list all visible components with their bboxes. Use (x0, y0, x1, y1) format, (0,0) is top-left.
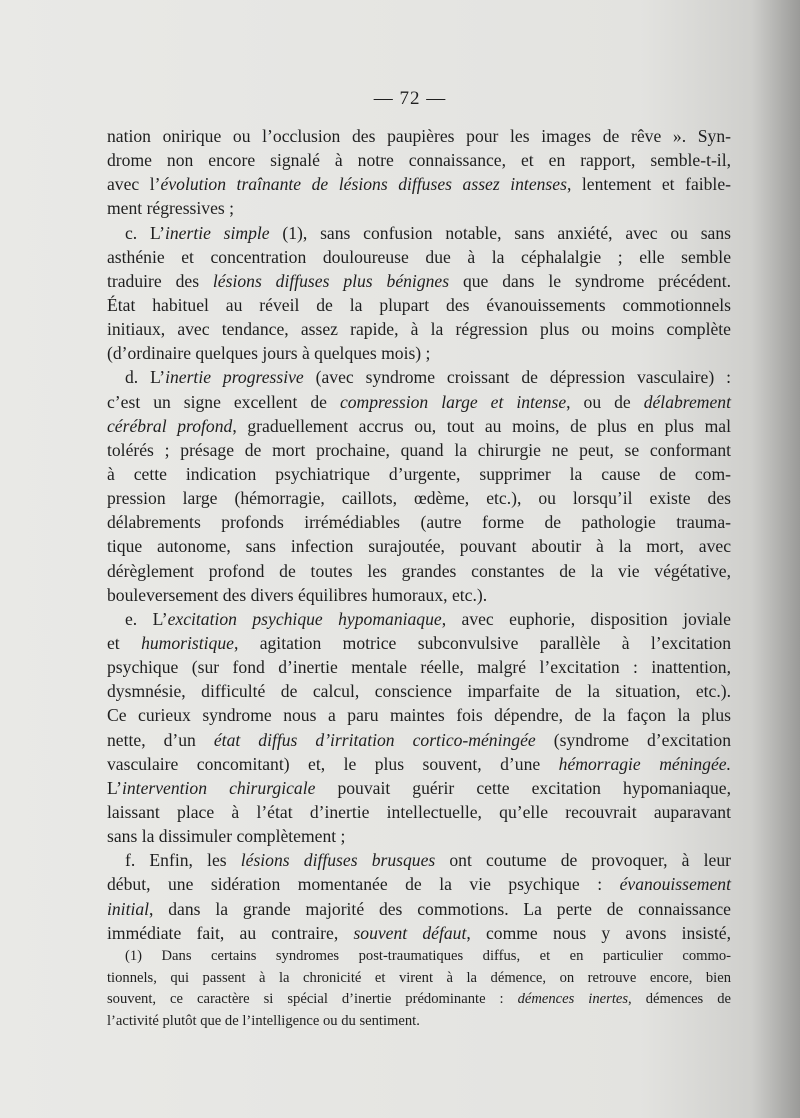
text-segment: début, une sidération momentanée de la vie psychique : (107, 874, 620, 895)
italic-text: inertie simple (164, 222, 270, 243)
text-segment: (1) Dans certains syndromes post-traumatiques diffus, et en particulier commo- (125, 948, 731, 964)
body-text-line (107, 196, 731, 220)
italic-text: lésions diffuses plus bénignes (212, 270, 450, 291)
text-segment: , ou de (566, 391, 644, 412)
italic-text: délabrement (643, 391, 731, 412)
text-segment: , démences de (628, 991, 731, 1007)
body-text (107, 124, 731, 945)
body-text-line (107, 897, 731, 921)
italic-text: initial (107, 898, 150, 919)
body-text-line (107, 269, 731, 293)
body-text-line (107, 631, 731, 655)
text-segment: État habituel au réveil de la plupart des évanouissements commotionnels (107, 294, 731, 315)
text-segment: délabrements profonds irrémédiables (autre forme de pathologie trauma- (107, 512, 731, 533)
italic-text: compression large et intense (339, 391, 567, 412)
body-text-line (107, 317, 731, 341)
body-text-line (107, 172, 731, 196)
body-text-line (107, 486, 731, 510)
body-text-line (107, 341, 731, 365)
text-segment: ont coutume de provoquer, à leur (435, 850, 731, 871)
italic-text: évanouissement (619, 874, 731, 895)
text-segment: dysmnésie, difficulté de calcul, conscience imparfaite de la situation, etc.). (107, 681, 731, 702)
text-segment: et (107, 632, 142, 653)
body-text-line (107, 848, 731, 872)
body-text-line (107, 872, 731, 896)
body-text-line (107, 462, 731, 486)
footnote-line (107, 1011, 731, 1033)
text-segment: c’est un signe excellent de (107, 391, 340, 412)
italic-text: état diffus d’irritation cortico-méningée (213, 729, 536, 750)
footnote-line (107, 989, 731, 1011)
body-text-line (107, 679, 731, 703)
italic-text: cérébral profond (107, 415, 233, 436)
body-text-line (107, 510, 731, 534)
body-text-line (107, 124, 731, 148)
text-segment: f. Enfin, les (125, 850, 241, 871)
text-segment: asthénie et concentration douloureuse due à la céphalalgie ; elle semble (107, 246, 731, 267)
text-segment: e. L’ (125, 608, 168, 629)
italic-text: lésions diffuses brusques (240, 850, 436, 871)
text-segment: immédiate fait, au contraire, (107, 922, 354, 943)
text-segment: nette, d’un (107, 729, 214, 750)
text-segment: L’ (107, 777, 122, 798)
text-segment: traduire des (107, 270, 213, 291)
text-segment: (avec syndrome croissant de dépression vasculaire) : (303, 367, 731, 388)
text-segment: nation onirique ou l’occlusion des paupières pour les images de rêve ». Syn- (107, 126, 731, 146)
text-segment: (1), sans confusion notable, sans anxiété, avec ou sans (269, 222, 731, 243)
text-segment: laissant place à l’état d’inertie intellectuelle, qu’elle recouvrait auparavant (107, 801, 731, 822)
text-segment: Ce curieux syndrome nous a paru maintes fois dépendre, de la façon la plus (107, 705, 731, 726)
body-text-line (107, 365, 731, 389)
text-segment: bouleversement des divers équilibres humoraux, etc.). (107, 584, 488, 605)
footnote-line (107, 946, 731, 968)
text-segment: vasculaire concomitant) et, le plus souvent, d’une (107, 753, 559, 774)
text-segment: (syndrome d’excitation (535, 729, 732, 750)
body-text-line (107, 583, 731, 607)
body-text-line (107, 728, 731, 752)
body-text-line (107, 800, 731, 824)
text-segment: l’activité plutôt que de l’intelligence ou du sentiment. (107, 1012, 420, 1029)
text-segment: tionnels, qui passent à la chronicité et virent à la démence, on retrouve encore, bien (107, 969, 731, 986)
italic-text: humoristique (141, 632, 234, 653)
body-text-line (107, 921, 731, 945)
text-segment: avec l’ (107, 174, 161, 195)
text-segment: , lentement et faible- (566, 174, 731, 195)
body-text-line (107, 534, 731, 558)
body-text-line (107, 607, 731, 631)
text-segment: d. L’ (125, 367, 166, 388)
body-text-line (107, 559, 731, 583)
text-segment: , dans la grande majorité des commotions. La perte de connaissance (149, 898, 731, 919)
text-segment: , comme nous y avons insisté, (466, 922, 731, 943)
text-segment: souvent, ce caractère si spécial d’inertie prédominante : (107, 991, 518, 1007)
text-segment: sans la dissimuler complètement ; (107, 826, 346, 847)
text-segment: , agitation motrice subconvulsive parallèle à l’excitation (233, 632, 731, 653)
text-segment: drome non encore signalé à notre connaissance, et en rapport, semble-t-il, (107, 150, 731, 171)
text-segment: ment régressives ; (107, 198, 235, 219)
italic-text: évolution traînante de lésions diffuses assez intenses (160, 174, 567, 195)
footnote-line (107, 968, 731, 990)
body-text-line (107, 148, 731, 172)
text-segment: c. L’ (125, 222, 165, 243)
text-segment: , avec euphorie, disposition joviale (441, 608, 731, 629)
text-segment: tique autonome, sans infection surajoutée, pouvant aboutir à la mort, avec (107, 536, 731, 557)
text-segment: que dans le syndrome précédent. (449, 270, 731, 291)
body-text-line (107, 752, 731, 776)
body-text-line (107, 293, 731, 317)
text-segment: (d’ordinaire quelques jours à quelques mois) ; (107, 343, 431, 364)
text-segment: initiaux, avec tendance, assez rapide, à la régression plus ou moins complète (107, 319, 731, 340)
body-text-line (107, 824, 731, 848)
text-segment: dérèglement profond de toutes les grandes constantes de la vie végétative, (107, 560, 731, 581)
body-text-line (107, 655, 731, 679)
body-text-line (107, 776, 731, 800)
italic-text: intervention chirurgicale (122, 777, 316, 798)
body-text-line (107, 414, 731, 438)
footnotes (107, 946, 731, 1032)
italic-text: souvent défaut (353, 922, 467, 943)
body-text-line (107, 221, 731, 245)
text-segment: pouvait guérir cette excitation hypomaniaque, (315, 777, 731, 798)
page-number: — 72 — (373, 88, 447, 109)
italic-text: inertie progressive (165, 367, 304, 388)
italic-text: excitation psychique hypomaniaque (167, 608, 442, 629)
body-text-line (107, 438, 731, 462)
body-text-line (107, 245, 731, 269)
body-text-line (107, 703, 731, 727)
italic-text: hémorragie méningée. (558, 753, 731, 774)
text-segment: , graduellement accrus ou, tout au moins, de plus en plus mal (232, 415, 731, 436)
text-segment: tolérés ; présage de mort prochaine, quand la chirurgie ne peut, se conformant (107, 439, 731, 460)
text-segment: pression large (hémorragie, caillots, œdème, etc.), ou lorsqu’il existe des (107, 488, 731, 509)
text-segment: psychique (sur fond d’inertie mentale réelle, malgré l’excitation : inattention, (107, 657, 731, 678)
italic-text: démences inertes (517, 991, 629, 1007)
body-text-line (107, 390, 731, 414)
text-segment: à cette indication psychiatrique d’urgente, supprimer la cause de com- (107, 463, 731, 484)
